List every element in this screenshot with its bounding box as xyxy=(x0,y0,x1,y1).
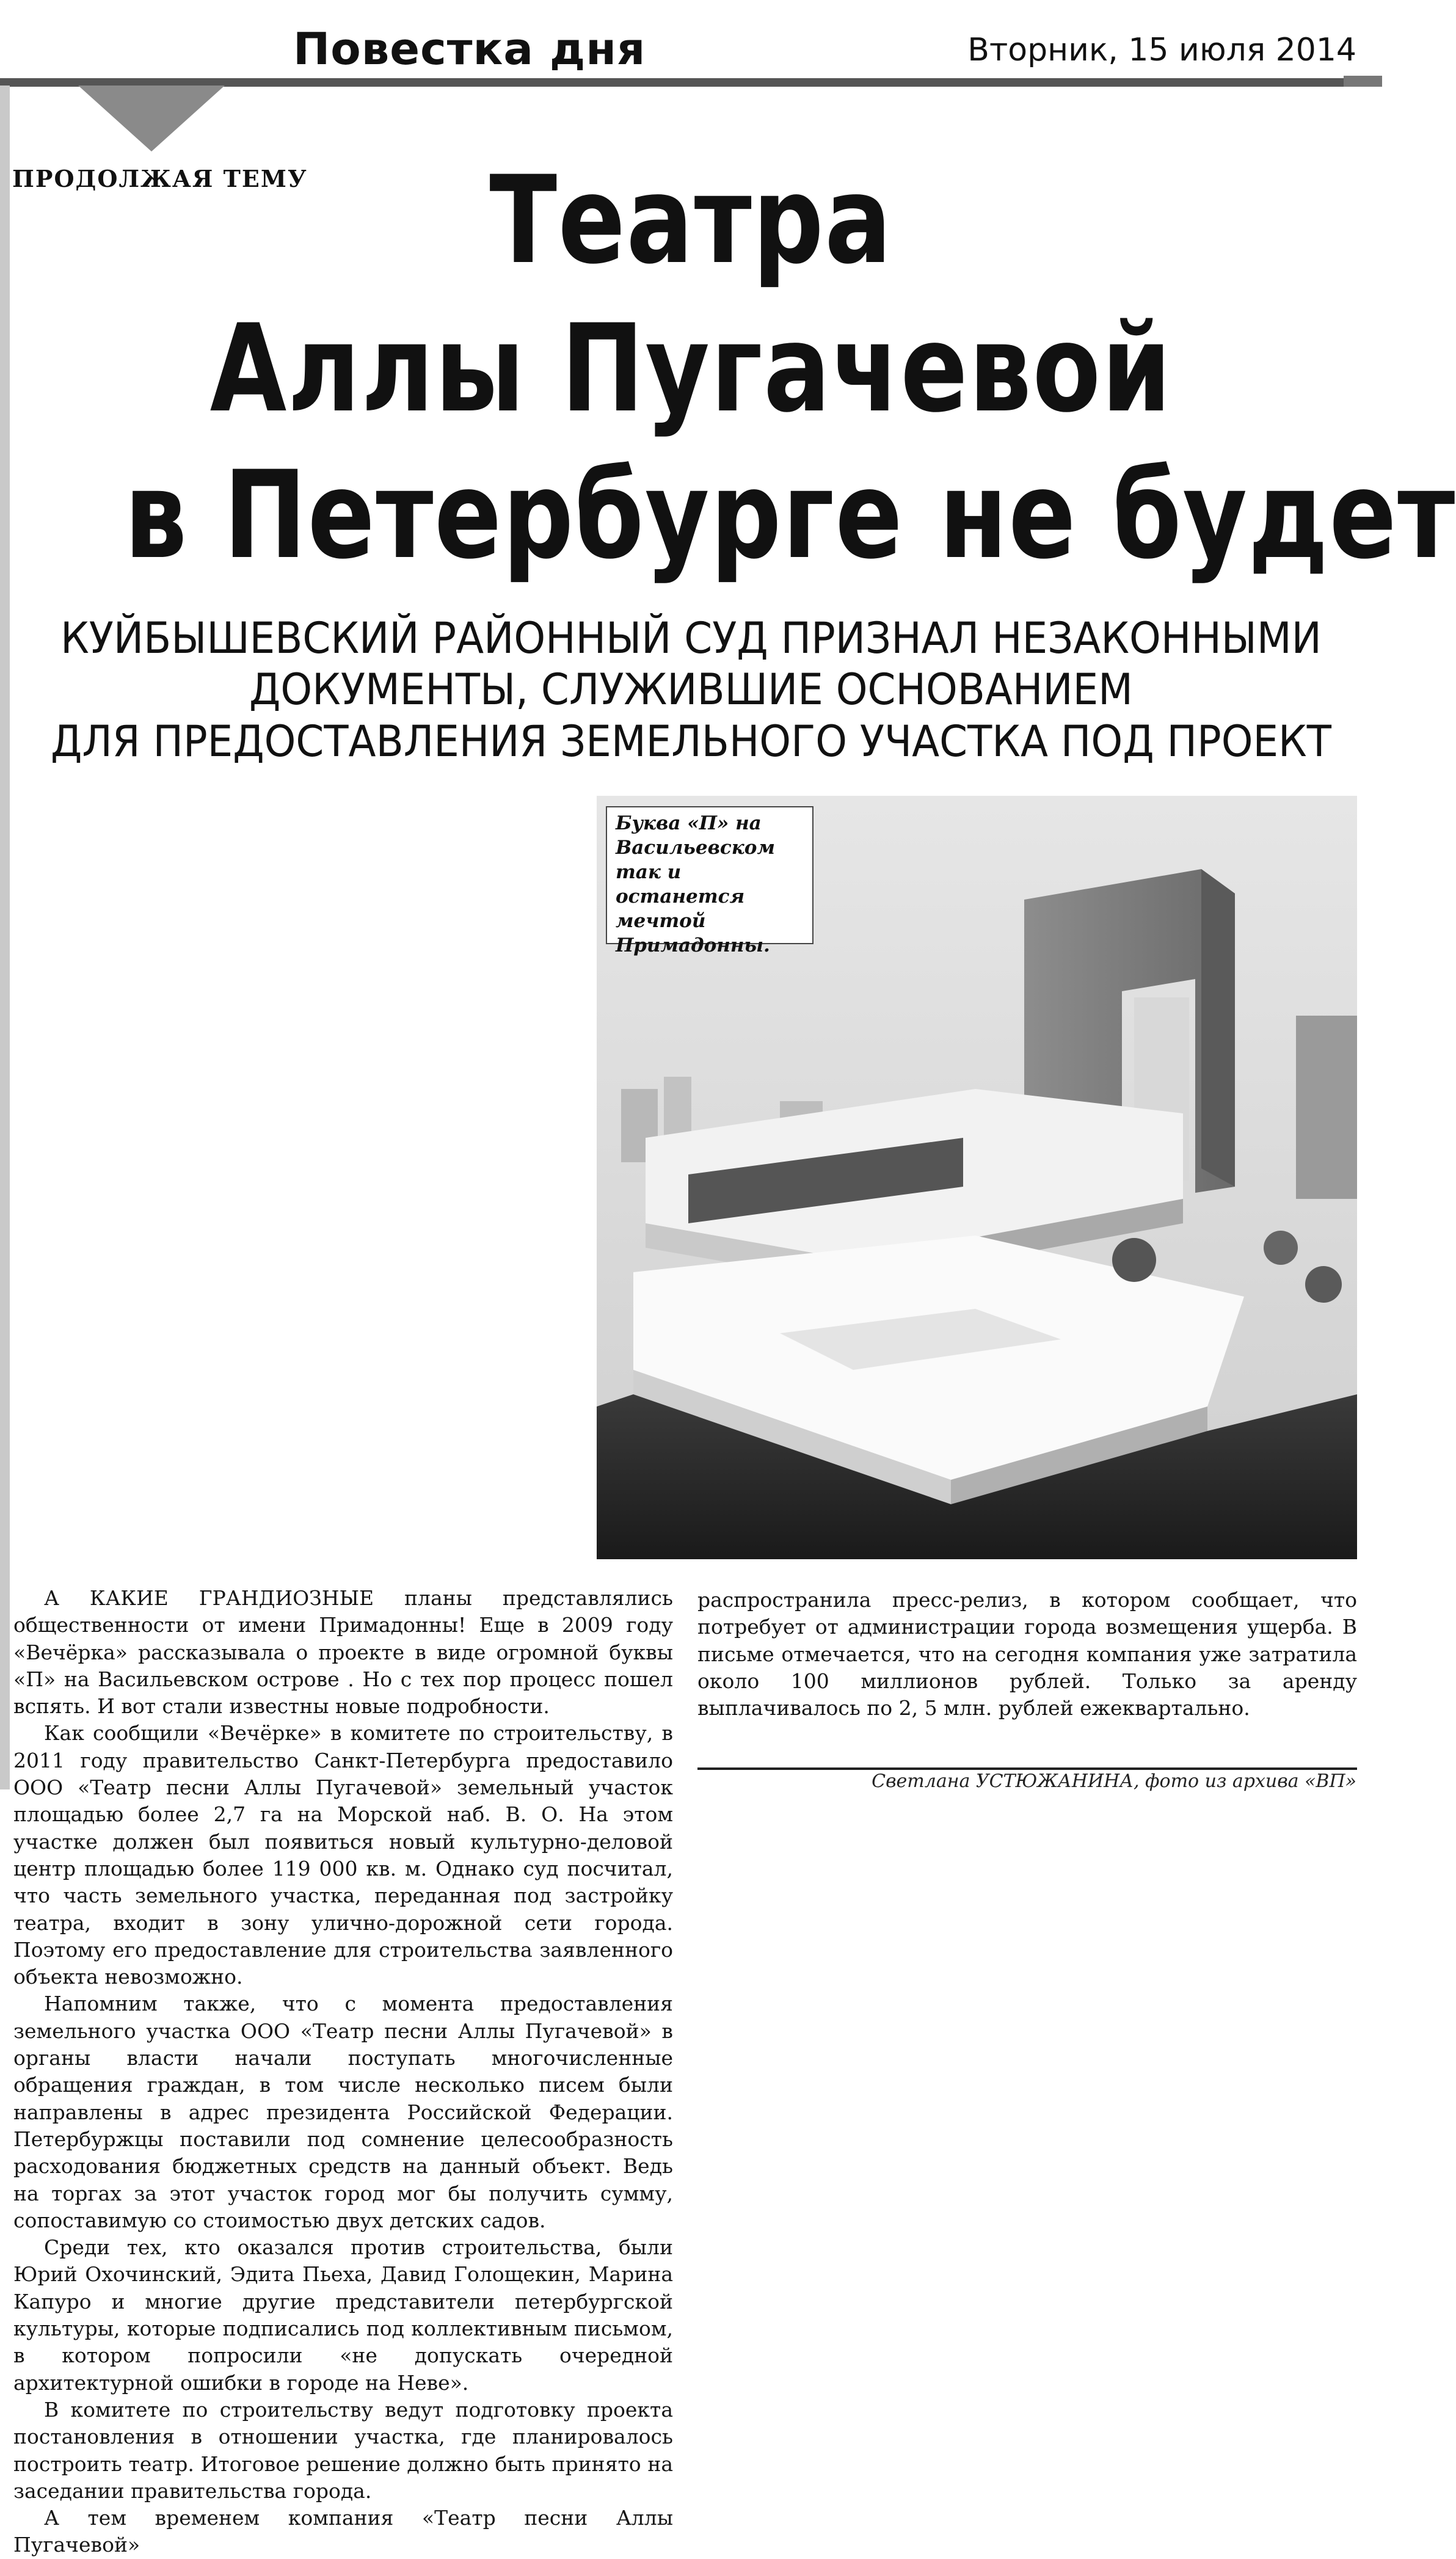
headline-line: Аллы Пугачевой xyxy=(209,298,1173,439)
subheadline-line: ДЛЯ ПРЕДОСТАВЛЕНИЯ ЗЕМЕЛЬНОГО УЧАСТКА ПОД ПРОЕКТ xyxy=(50,716,1331,766)
headline-line: Театра xyxy=(489,150,893,291)
article-paragraph: А КАКИЕ ГРАНДИОЗНЫЕ планы представлялись общественности от имени Примадонны! Еще в 2009 году «Вечёрка» рассказывала о проекте в виде огромной буквы «П» на Васильевском острове . Но с тех пор процесс пошел вспять. И вот стали известны новые подробности. xyxy=(13,1586,673,1719)
headline-line: в Петербурге не будет xyxy=(124,445,1456,586)
header-rule-end xyxy=(1344,76,1382,87)
article-body-left xyxy=(13,791,673,2557)
article-paragraph: Как сообщили «Вечёрке» в комитете по строительству, в 2011 году правительство Санкт-Петербурга предоставило ООО «Театр песни Аллы Пугачевой» земельный участок площадью более 2,7 га на Морской наб. В. О. На этом участке должен был появиться новый культурно-деловой центр площадью более 119 000 кв. м. Однако суд посчитал, что часть земельного участка, переданная под застройку театра, входит в зону улично-дорожной сети города. Поэтому его предоставление для строительства заявленного объекта невозможно. xyxy=(13,1721,673,1989)
subheadline-line: ДОКУМЕНТЫ, СЛУЖИВШИЕ ОСНОВАНИЕМ xyxy=(249,664,1133,715)
page-edge-bar xyxy=(0,86,10,1789)
article-paragraph: А тем временем компания «Театр песни Аллы Пугачевой» xyxy=(13,2506,673,2557)
article-paragraph: распространила пресс-релиз, в котором сообщает, что потребует от администрации города возмещения ущерба. В письме отмечается, что на сегодня компания уже затратила около 100 миллионов рублей. Только за аренду выплачивалось по 2, 5 млн. рублей ежеквартально. xyxy=(697,1588,1357,1720)
header-arrow-marker xyxy=(78,86,225,151)
article-body-right xyxy=(697,1587,1357,1720)
article-byline: Светлана УСТЮЖАНИНА, фото из архива «ВП» xyxy=(872,1771,1356,1792)
photo-caption: Буква «П» на Васильевском так и останется мечтой Примадонны. xyxy=(606,806,814,944)
photo-float-spacer xyxy=(62,791,673,1585)
article-paragraph: Среди тех, кто оказался против строительства, были Юрий Охочинский, Эдита Пьеха, Давид Голощекин, Марина Капуро и многие другие представители петербургской культуры, которые подписались под коллективным письмом, в котором попросили «не допускать очередной архитектурной ошибки в городе на Неве». xyxy=(13,2235,673,2395)
article-paragraph: В комитете по строительству ведут подготовку проекта постановления в отношении участка, где планировалось построить театр. Итоговое решение должно быть принято на заседании правительства города. xyxy=(13,2397,673,2503)
article-kicker: ПРОДОЛЖАЯ ТЕМУ xyxy=(12,165,308,192)
section-title: Повестка дня xyxy=(293,23,646,75)
issue-date: Вторник, 15 июля 2014 xyxy=(967,32,1356,68)
subheadline-line: КУЙБЫШЕВСКИЙ РАЙОННЫЙ СУД ПРИЗНАЛ НЕЗАКОННЫМИ xyxy=(60,613,1322,663)
article-paragraph: Напомним также, что с момента предоставления земельного участка ООО «Театр песни Аллы Пугачевой» в органы власти начали поступать многочисленные обращения граждан, в том числе несколько писем были направлены в адрес президента Российской Федерации. Петербуржцы поставили под сомнение целесообразность расходования бюджетных средств на данный объект. Ведь на торгах за этот участок город мог бы получить сумму, сопоставимую со стоимостью двух детских садов. xyxy=(13,1992,673,2232)
